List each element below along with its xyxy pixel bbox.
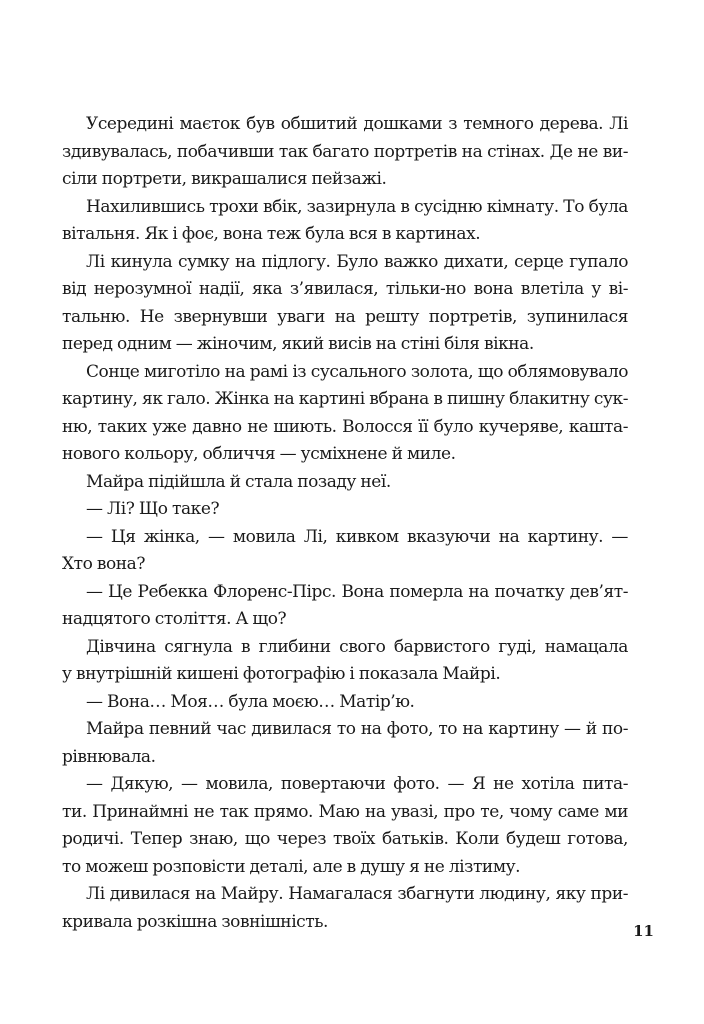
paragraph (62, 524, 628, 579)
text-line: вітальня. Як і фоє, вона теж була вся в картинах. (62, 224, 481, 244)
paragraph (62, 579, 628, 634)
text-line: Майра певний час дивилася то на фото, то на картину — й по- (86, 719, 628, 739)
text-line: — Лі? Що таке? (86, 499, 220, 519)
text-line: Майра підійшла й стала позаду неї. (86, 471, 391, 492)
text-line: нового кольору, обличчя — усміхнене й миле. (62, 444, 456, 464)
text-line: Хто вона? (62, 554, 145, 574)
paragraph (62, 771, 628, 881)
paragraph (62, 469, 628, 497)
text-line: то можеш розповісти деталі, але в душу я не лізтиму. (62, 856, 521, 877)
text-line: — Це Ребекка Флоренс-Пірс. Вона померла на початку дев’ят- (86, 581, 628, 602)
text-line: ню, таких уже давно не шиють. Волосся її було кучеряве, кашта- (62, 416, 628, 437)
text-line: картину, як гало. Жінка на картині вбрана в пишну блакитну сук- (62, 389, 628, 409)
paragraph (62, 496, 628, 524)
text-line: Лі кинула сумку на підлогу. Було важко дихати, серце гупало (86, 251, 628, 272)
text-line: Нахилившись трохи вбік, зазирнула в сусідню кімнату. То була (86, 196, 628, 217)
paragraph (62, 716, 628, 771)
book-text (62, 111, 628, 936)
text-line: кривала розкішна зовнішність. (62, 911, 328, 932)
text-line: — Вона… Моя… була моєю… Матір’ю. (86, 691, 415, 712)
text-line: — Дякую, — мовила, повертаючи фото. — Я не хотіла пита- (86, 774, 628, 794)
text-line: у внутрішній кишені фотографію і показала Майрі. (62, 664, 501, 684)
text-line: здивувалась, побачивши так багато портретів на стінах. Де не ви- (62, 141, 628, 162)
text-line: — Ця жінка, — мовила Лі, кивком вказуючи на картину. — (86, 526, 628, 547)
text-line: Дівчина сягнула в глибини свого барвистого гуді, намацала (86, 636, 628, 657)
paragraph (62, 881, 628, 936)
text-line: перед одним — жіночим, який висів на стіні біля вікна. (62, 334, 534, 354)
paragraph (62, 111, 628, 194)
paragraph (62, 689, 628, 717)
page-number: 11 (633, 922, 654, 940)
paragraph (62, 249, 628, 359)
text-line: Сонце миготіло на рамі із сусального золота, що облямовувало (86, 361, 628, 382)
text-line: рівнювала. (62, 746, 156, 767)
text-line: родичі. Тепер знаю, що через твоїх батьків. Коли будеш готова, (62, 829, 628, 849)
text-line: сіли портрети, викрашалися пейзажі. (62, 169, 387, 189)
text-line: Усередині маєток був обшитий дошками з темного дерева. Лі (86, 114, 628, 134)
paragraph (62, 634, 628, 689)
text-line: ти. Принаймні не так прямо. Маю на увазі, про те, чому саме ми (62, 801, 628, 822)
paragraph (62, 359, 628, 469)
text-line: надцятого століття. А що? (62, 609, 287, 629)
paragraph (62, 194, 628, 249)
text-line: від нерозумної надії, яка з’явилася, тільки-но вона влетіла у ві- (62, 279, 628, 299)
text-line: тальню. Не звернувши уваги на решту портретів, зупинилася (62, 306, 628, 327)
text-line: Лі дивилася на Майру. Намагалася збагнути людину, яку при- (86, 884, 628, 904)
